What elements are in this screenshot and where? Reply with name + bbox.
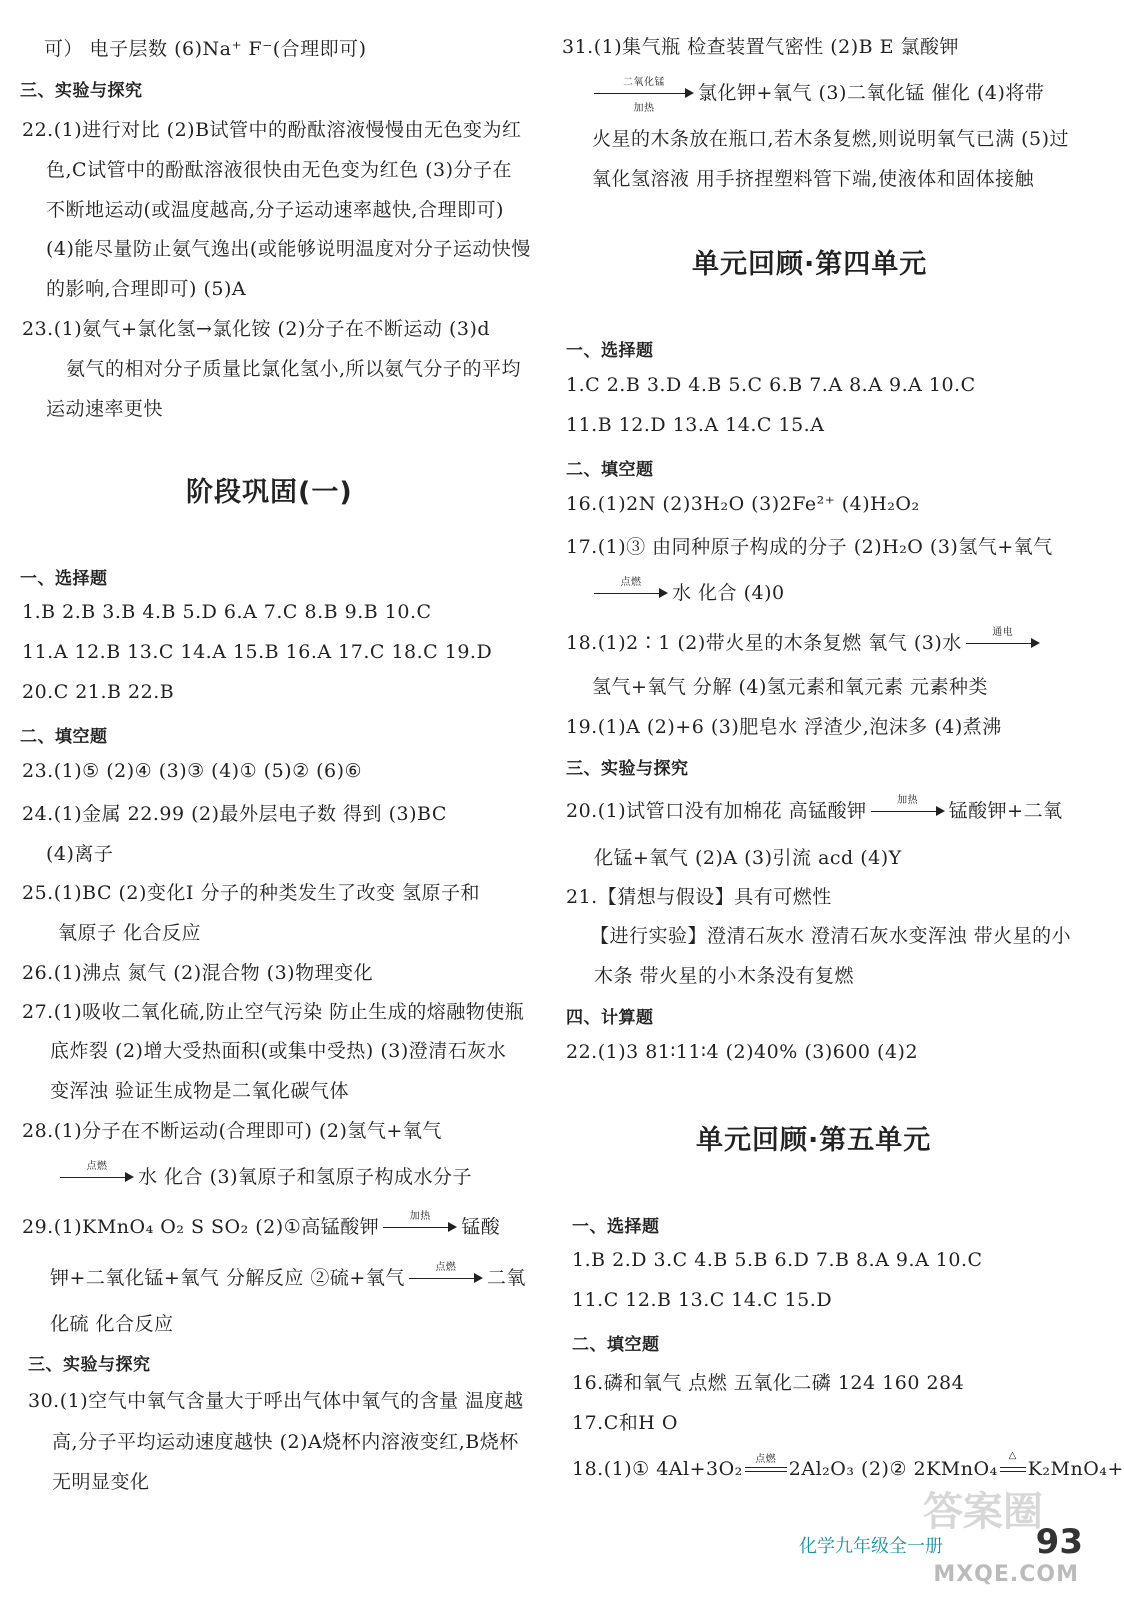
section-heading: 一、选择题: [566, 341, 654, 361]
reaction-arrow: 点燃: [409, 1272, 483, 1286]
text-line: 17.C和H O: [572, 1412, 678, 1434]
text-line: (4)能尽量防止氨气逸出(或能够说明温度对分子运动快慢: [46, 238, 531, 260]
answer-row: 11.B 12.D 13.A 14.C 15.A: [566, 414, 825, 436]
text-line: 17.(1)③ 由同种原子构成的分子 (2)H₂O (3)氢气+氧气: [566, 536, 1053, 558]
text-line: 运动速率更快: [46, 398, 164, 420]
section-heading: 一、选择题: [20, 569, 108, 589]
text-line: 27.(1)吸收二氧化硫,防止空气污染 防止生成的熔融物使瓶: [22, 1001, 525, 1023]
text-line: 29.(1)KMnO₄ O₂ S SO₂ (2)①高锰酸钾 加热 锰酸: [22, 1211, 501, 1238]
reaction-arrow: 加热: [871, 805, 945, 819]
section-title: 单元回顾·第四单元: [692, 249, 928, 280]
footer-subject: 化学九年级全一册: [799, 1536, 943, 1557]
text-line: (4)离子: [46, 843, 114, 865]
text-line: 无明显变化: [52, 1471, 150, 1493]
text-line: 高,分子平均运动速度越快 (2)A烧杯内溶液变红,B烧杯: [52, 1431, 519, 1453]
text-line: 不断地运动(或温度越高,分子运动速率越快,合理即可): [46, 199, 504, 221]
text-line: 色,C试管中的酚酞溶液很快由无色变为红色 (3)分子在: [46, 159, 513, 181]
reaction-arrow: 点燃: [60, 1171, 134, 1185]
text-line: 火星的木条放在瓶口,若木条复燃,则说明氧气已满 (5)过: [592, 128, 1070, 150]
text-line: 31.(1)集气瓶 检查装置气密性 (2)B E 氯酸钾: [562, 36, 960, 58]
text-line: 氨气的相对分子质量比氯化氢小,所以氨气分子的平均: [66, 358, 522, 380]
page-number: 93: [1035, 1522, 1083, 1562]
text-line: 化锰+氧气 (2)A (3)引流 acd (4)Y: [594, 847, 902, 869]
text-line: 22.(1)进行对比 (2)B试管中的酚酞溶液慢慢由无色变为红: [22, 119, 522, 141]
text-line: 30.(1)空气中氧气含量大于呼出气体中氧气的含量 温度越: [28, 1390, 524, 1412]
text-line: 点燃 水 化合 (3)氧原子和氢原子构成水分子: [56, 1162, 472, 1189]
text-line: 氧化氢溶液 用手挤捏塑料管下端,使液体和固体接触: [592, 168, 1035, 190]
text-line: 23.(1)⑤ (2)④ (3)③ (4)① (5)② (6)⑥: [22, 760, 363, 782]
text-line: 木条 带火星的小木条没有复燃: [594, 965, 855, 987]
section-heading: 二、填空题: [20, 727, 108, 747]
section-heading: 三、实验与探究: [20, 81, 143, 101]
answer-row: 11.C 12.B 13.C 14.C 15.D: [572, 1289, 833, 1311]
text-line: 28.(1)分子在不断运动(合理即可) (2)氢气+氧气: [22, 1120, 442, 1142]
section-heading: 三、实验与探究: [28, 1355, 151, 1375]
text-line: 23.(1)氨气+氯化氢→氯化铵 (2)分子在不断运动 (3)d: [22, 318, 491, 340]
text-line: 的影响,合理即可) (5)A: [46, 278, 247, 300]
text-line: 底炸裂 (2)增大受热面积(或集中受热) (3)澄清石灰水: [50, 1040, 507, 1062]
watermark-logo: 答案圈: [923, 1489, 1043, 1535]
text-line: 二氧化锰 加热 氯化钾+氧气 (3)二氧化锰 催化 (4)将带: [590, 78, 1044, 105]
text-line: 【进行实验】澄清石灰水 澄清石灰水变浑浊 带火星的小: [590, 925, 1072, 947]
text-line: 变浑浊 验证生成物是二氧化碳气体: [50, 1080, 350, 1102]
text-line: 16.(1)2N (2)3H₂O (3)2Fe²⁺ (4)H₂O₂: [566, 493, 920, 515]
section-heading: 二、填空题: [572, 1335, 660, 1355]
text-line: 16.磷和氧气 点燃 五氧化二磷 124 160 284: [572, 1372, 965, 1394]
text-line: 18.(1)① 4Al+3O₂ 点燃 2Al₂O₃ (2)② 2KMnO₄ △ K₂MnO₄+: [572, 1450, 1124, 1480]
section-heading: 三、实验与探究: [566, 759, 689, 779]
answer-row: 1.B 2.B 3.B 4.B 5.D 6.A 7.C 8.B 9.B 10.C: [22, 601, 432, 623]
section-title: 阶段巩固(一): [186, 477, 353, 508]
text-line: 可） 电子层数 (6)Na⁺ F⁻(合理即可): [44, 38, 367, 60]
text-line: 钾+二氧化锰+氧气 分解反应 ②硫+氧气 点燃 二氧: [50, 1262, 526, 1289]
reaction-arrow: 点燃: [594, 587, 668, 601]
text-line: 19.(1)A (2)+6 (3)肥皂水 浮渣少,泡沫多 (4)煮沸: [566, 716, 1002, 738]
section-heading: 一、选择题: [572, 1217, 660, 1237]
text-line: 18.(1)2∶1 (2)带火星的木条复燃 氧气 (3)水 通电: [566, 628, 1044, 655]
section-title: 单元回顾·第五单元: [696, 1125, 932, 1156]
reaction-arrow: 通电: [966, 637, 1040, 651]
text-line: 26.(1)沸点 氮气 (2)混合物 (3)物理变化: [22, 962, 374, 984]
text-line: 20.(1)试管口没有加棉花 高锰酸钾 加热 锰酸钾+二氧: [566, 795, 1063, 822]
text-line: 21.【猜想与假设】具有可燃性: [566, 886, 832, 908]
text-line: 点燃 水 化合 (4)0: [590, 578, 785, 605]
text-line: 25.(1)BC (2)变化Ⅰ 分子的种类发生了改变 氢原子和: [22, 882, 481, 904]
answer-row: 20.C 21.B 22.B: [22, 681, 175, 703]
watermark-text: MXQE.COM: [933, 1562, 1079, 1587]
reaction-arrow: 加热: [383, 1221, 457, 1235]
equation-sign: 点燃: [745, 1463, 787, 1477]
answer-row: 11.A 12.B 13.C 14.A 15.B 16.A 17.C 18.C 19.D: [22, 641, 493, 663]
text-line: 24.(1)金属 22.99 (2)最外层电子数 得到 (3)BC: [22, 803, 447, 825]
reaction-arrow: 二氧化锰 加热: [594, 87, 694, 101]
section-heading: 四、计算题: [566, 1008, 654, 1028]
answer-row: 1.B 2.D 3.C 4.B 5.B 6.D 7.B 8.A 9.A 10.C: [572, 1249, 983, 1271]
equation-sign: △: [1000, 1463, 1026, 1477]
text-line: 22.(1)3 81∶11∶4 (2)40% (3)600 (4)2: [566, 1041, 919, 1063]
answer-row: 1.C 2.B 3.D 4.B 5.C 6.B 7.A 8.A 9.A 10.C: [566, 374, 976, 396]
text-line: 氢气+氧气 分解 (4)氢元素和氧元素 元素种类: [592, 676, 988, 698]
text-line: 化硫 化合反应: [50, 1313, 174, 1335]
text-line: 氧原子 化合反应: [58, 922, 202, 944]
section-heading: 二、填空题: [566, 460, 654, 480]
